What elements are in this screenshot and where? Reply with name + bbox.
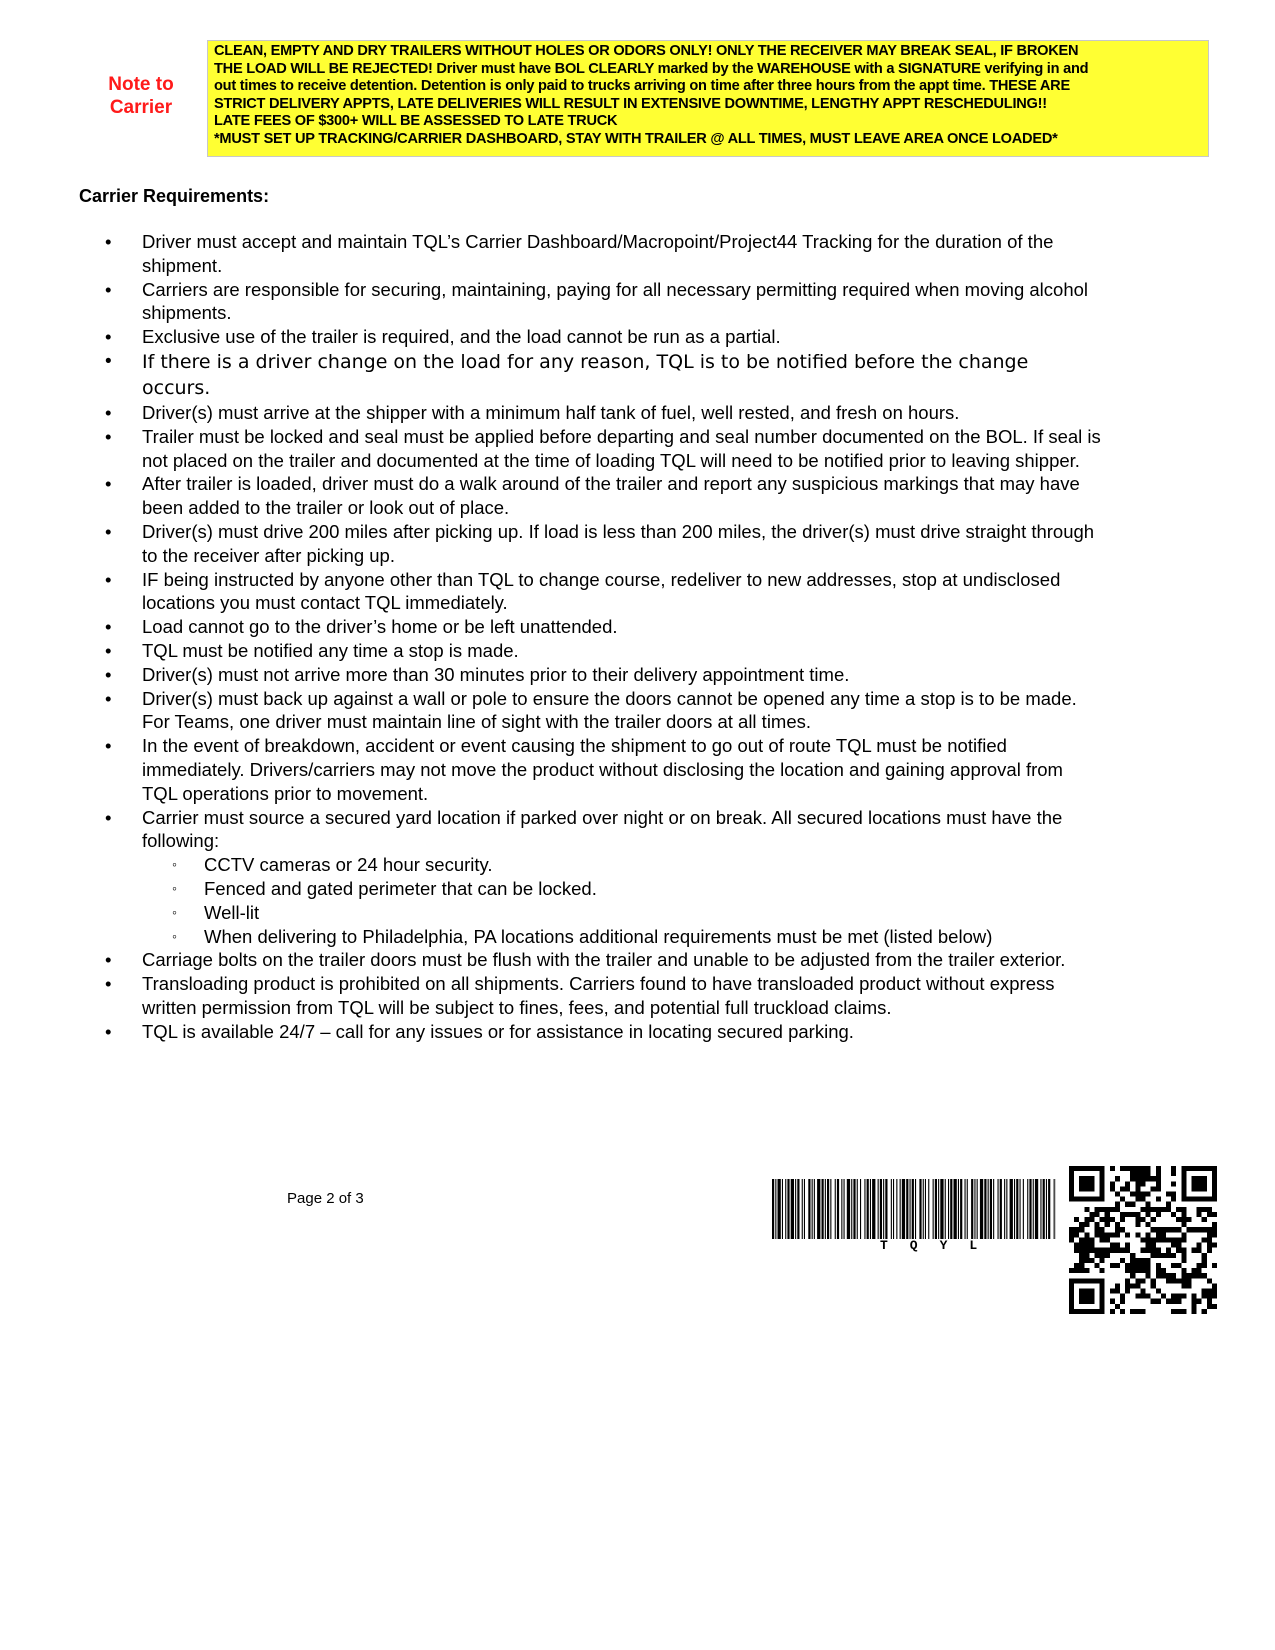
- requirement-text: Carrier must source a secured yard location if parked over night or on break. All secured locations must have the following:: [142, 806, 1063, 852]
- sub-requirement-text: When delivering to Philadelphia, PA locations additional requirements must be met (listed below): [204, 925, 993, 947]
- requirement-text: Driver(s) must drive 200 miles after picking up. If load is less than 200 miles, the driver(s) must drive straight through to the receiver after picking up.: [142, 520, 1095, 566]
- bullet: •: [105, 639, 112, 661]
- bullet: •: [105, 616, 112, 638]
- bullet: •: [105, 568, 112, 590]
- requirement-item: [0, 806, 1102, 949]
- bullet: •: [105, 687, 112, 709]
- sub-bullet: ◦: [172, 879, 177, 896]
- requirement-text: Carriers are responsible for securing, maintaining, paying for all necessary permitting required when moving alcohol shipments.: [142, 278, 1089, 324]
- requirement-text: Driver(s) must not arrive more than 30 minutes prior to their delivery appointment time.: [142, 663, 850, 685]
- sub-requirement-text: Well-lit: [204, 901, 260, 923]
- bullet: •: [105, 973, 112, 995]
- sub-bullet: ◦: [172, 856, 177, 873]
- qr-code: [1069, 1166, 1217, 1314]
- notice-line: out times to receive detention. Detention is only paid to trucks arriving on time after three hours from the appt time. THESE ARE: [214, 78, 1070, 94]
- requirement-text: After trailer is loaded, driver must do a walk around of the trailer and report any suspicious markings that may have been added to the trailer or look out of place.: [142, 473, 1080, 519]
- sub-bullet: ◦: [172, 903, 177, 920]
- requirement-text: Carriage bolts on the trailer doors must be flush with the trailer and unable to be adjusted from the trailer exterior.: [142, 949, 1066, 971]
- requirement-item: [0, 230, 1102, 278]
- barcode-text: TQYL: [880, 1238, 1000, 1253]
- bullet: •: [105, 278, 112, 300]
- requirement-text: TQL is available 24/7 – call for any issues or for assistance in locating secured parking.: [142, 1020, 854, 1042]
- bullet: •: [105, 401, 112, 423]
- note-label-line-2: Carrier: [109, 97, 173, 118]
- bullet: •: [105, 473, 112, 495]
- requirements-list: [0, 230, 1275, 1044]
- notice-line: STRICT DELIVERY APPTS, LATE DELIVERIES WILL RESULT IN EXTENSIVE DOWNTIME, LENGTHY APPT RESCHEDULING!!: [214, 95, 1047, 112]
- requirement-text: TQL must be notified any time a stop is made.: [142, 639, 519, 661]
- bullet: •: [105, 231, 112, 252]
- requirement-text: Driver(s) must arrive at the shipper with a minimum half tank of fuel, well rested, and fresh on hours.: [142, 401, 960, 423]
- bullet: •: [105, 326, 112, 348]
- sub-requirement-item: [172, 925, 1044, 949]
- notice-line: *MUST SET UP TRACKING/CARRIER DASHBOARD, STAY WITH TRAILER @ ALL TIMES, MUST LEAVE AREA ONCE LOADED*: [214, 130, 1058, 147]
- sub-requirement-item: [172, 853, 1044, 877]
- requirement-text: In the event of breakdown, accident or event causing the shipment to go out of route TQL must be notified immediately. Drivers/carriers may not move the product without disclosing the location and gaining approval from TQL operations prior to movement.: [142, 735, 1063, 804]
- bullet: •: [105, 1020, 112, 1042]
- note-to-carrier-label: [96, 73, 186, 119]
- page-number: Page 2 of 3: [287, 1190, 364, 1207]
- notice-line: LATE FEES OF $300+ WILL BE ASSESSED TO LATE TRUCK: [214, 113, 618, 129]
- secured-location-sublist: [142, 853, 1102, 948]
- sub-bullet: ◦: [172, 927, 177, 944]
- requirement-item: [0, 615, 1102, 639]
- requirement-item: [0, 472, 1102, 520]
- requirement-item: [0, 349, 1102, 401]
- note-label-line-1: Note to: [108, 74, 174, 95]
- notice-line: CLEAN, EMPTY AND DRY TRAILERS WITHOUT HOLES OR ODORS ONLY! ONLY THE RECEIVER MAY BREAK SEAL, IF BROKEN: [214, 43, 1079, 59]
- requirement-text: Transloading product is prohibited on all shipments. Carriers found to have transloaded product without express written permission from TQL will be subject to fines, fees, and potential full truckload claims.: [142, 973, 1055, 1018]
- requirement-item: [0, 568, 1102, 616]
- bullet: •: [105, 806, 112, 828]
- requirement-text: Exclusive use of the trailer is required, and the load cannot be run as a partial.: [142, 326, 781, 348]
- requirement-item: [0, 734, 1102, 805]
- requirement-text: IF being instructed by anyone other than TQL to change course, redeliver to new addresses, stop at undisclosed locations you must contact TQL immediately.: [142, 568, 1061, 614]
- requirement-item: [0, 278, 1102, 326]
- requirement-item: [0, 948, 1102, 972]
- requirement-item: [0, 687, 1102, 735]
- requirement-item: [0, 425, 1102, 473]
- bullet: •: [105, 350, 112, 372]
- bullet: •: [105, 949, 112, 971]
- requirement-item: [0, 520, 1102, 568]
- bullet: •: [105, 520, 112, 542]
- bullet: •: [105, 663, 112, 685]
- sub-requirement-text: CCTV cameras or 24 hour security.: [204, 854, 493, 876]
- bullet: •: [105, 735, 112, 757]
- requirement-item: [0, 972, 1102, 1020]
- carrier-requirements-heading: Carrier Requirements:: [79, 186, 270, 206]
- requirement-item: [0, 401, 1102, 425]
- requirement-item: [0, 663, 1102, 687]
- requirement-item: [0, 1020, 1102, 1044]
- notice-line: THE LOAD WILL BE REJECTED! Driver must have BOL CLEARLY marked by the WAREHOUSE with a SIGNATURE verifying in and: [214, 60, 1089, 77]
- sub-requirement-item: [172, 901, 1044, 925]
- requirement-text: If there is a driver change on the load for any reason, TQL is to be notified before the change occurs.: [142, 350, 1029, 399]
- requirement-text: Trailer must be locked and seal must be applied before departing and seal number documented on the BOL. If seal is not placed on the trailer and documented at the time of loading TQL will need to be notified prior to leaving shipper.: [142, 425, 1101, 471]
- requirement-item: [0, 639, 1102, 663]
- sub-requirement-text: Fenced and gated perimeter that can be locked.: [204, 877, 597, 899]
- barcode: [772, 1179, 1056, 1239]
- carrier-notice-box: [207, 40, 1209, 157]
- requirement-item: [0, 325, 1102, 349]
- bullet: •: [105, 425, 112, 447]
- requirement-text: Load cannot go to the driver’s home or be left unattended.: [142, 616, 618, 638]
- requirement-text: Driver must accept and maintain TQL’s Carrier Dashboard/Macropoint/Project44 Tracking for the duration of the shipment.: [142, 231, 1054, 276]
- sub-requirement-item: [172, 877, 1044, 901]
- requirement-text: Driver(s) must back up against a wall or pole to ensure the doors cannot be opened any time a stop is to be made. For Teams, one driver must maintain line of sight with the trailer doors at all times.: [142, 687, 1077, 733]
